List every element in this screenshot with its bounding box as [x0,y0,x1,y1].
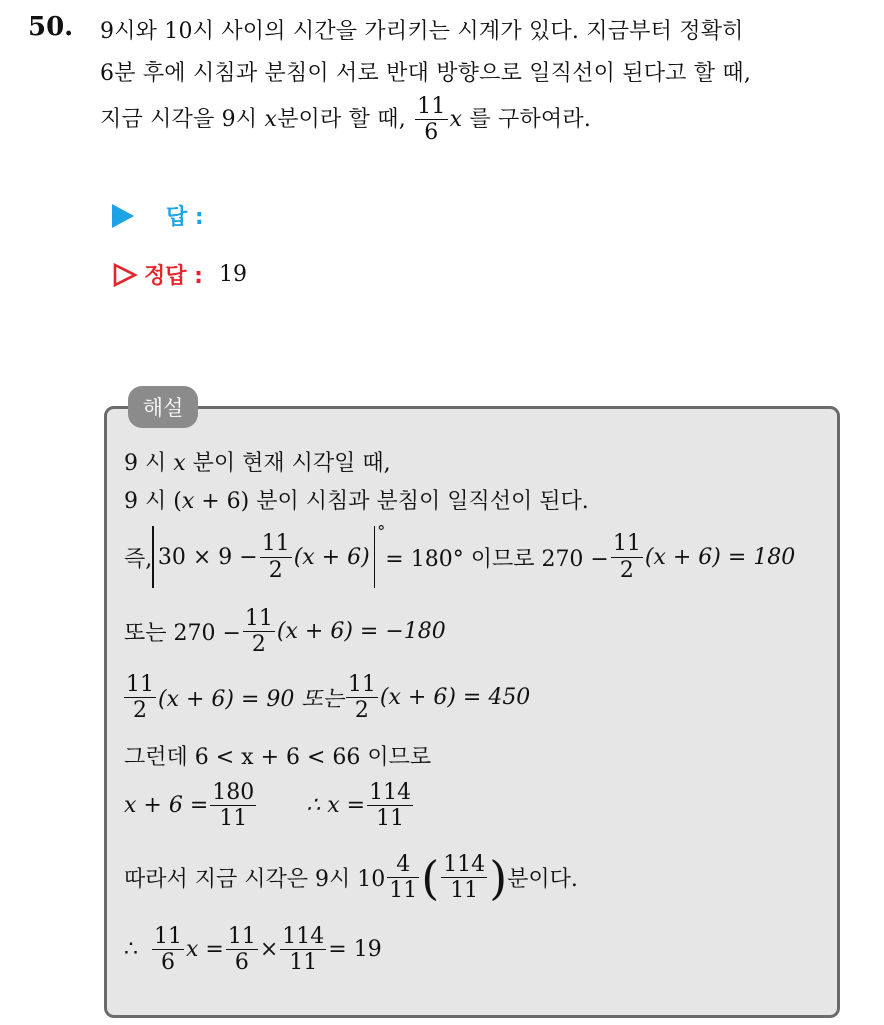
solution-text: 9 시 ( [124,489,182,514]
fraction [367,780,413,832]
solution-tab: 해설 [128,386,198,428]
fraction-denominator: 11 [376,806,405,832]
solution-line-9 [124,924,382,976]
fraction-numerator: 180 [212,780,255,805]
abs-bar-left [152,526,154,588]
solution-line-4 [124,606,446,658]
fraction-denominator: 11 [219,806,248,832]
fraction-denominator: 11 [450,878,479,904]
question-text: 를 구하여라. [462,106,592,132]
fraction-numerator: 11 [126,672,154,697]
solution-text: 30 × 9 − [157,544,258,570]
left-paren: ( [421,850,440,905]
question-text: 지금 시각을 9시 [100,106,265,132]
fraction [346,672,378,724]
solution-text: x = [186,937,224,963]
solution-text: + 6) 분이 시침과 분침이 일직선이 된다. [194,489,589,514]
fraction [210,780,256,832]
solution-text: 즉, [124,546,153,572]
fraction-numerator: 11 [347,672,376,697]
degree-sign: ° [377,522,386,541]
fraction-numerator: 11 [154,924,182,949]
fraction [226,924,258,976]
right-paren: ) [489,850,508,905]
solution-line-6: 그런데 6 < x + 6 < 66 이므로 [124,745,432,770]
fraction-numerator: 11 [261,531,290,557]
solution-text: (x + 6) = −180 [276,619,446,645]
fraction-numerator: 114 [369,780,412,805]
solution-text: x + 6 = [124,793,209,819]
solution-text: ∴ x = [306,793,366,819]
question-line-2: 6분 후에 시침과 분침이 서로 반대 방향으로 일직선이 된다고 할 때, [100,61,752,86]
fraction [124,672,156,724]
outline-triangle-icon [112,262,138,288]
correct-answer-label: 정답 : [144,264,203,289]
question-line-1: 9시와 10시 사이의 시간을 가리키는 시계가 있다. 지금부터 정확히 [100,19,744,44]
fraction-numerator: 114 [443,852,486,877]
solution-text: (x + 6) = 180 [644,544,796,570]
solution-line-5 [124,672,530,724]
fraction [611,531,643,583]
play-triangle-icon [112,204,134,228]
fraction-numerator: 11 [244,606,273,631]
solution-text: 9 시 [124,451,174,476]
answer-label: 답 : [166,205,204,230]
fraction [441,852,487,904]
question-text: 분이라 할 때, [277,106,414,132]
solution-text: (x + 6) = 450 [379,685,531,711]
fraction [152,924,184,976]
fraction [415,94,447,146]
fraction-numerator: 114 [282,924,325,949]
fraction-denominator: 6 [161,950,175,976]
solution-text: (x + 6) [293,544,370,570]
solution-text: × [259,937,279,963]
question-line-3 [100,94,591,146]
solution-line-2 [124,484,589,515]
fraction-denominator: 6 [234,950,249,976]
variable-x: x [264,106,278,132]
solution-text: 분이다. [507,867,578,893]
fraction-denominator: 6 [424,120,439,146]
variable-x: x [181,489,195,514]
fraction [243,606,275,658]
solution-line-3 [124,522,796,588]
fraction-denominator: 2 [251,632,266,658]
variable-x: x [173,451,186,476]
correct-answer-row [112,259,247,290]
fraction-denominator: 2 [268,557,283,583]
correct-answer-value: 19 [218,262,247,287]
variable-x: x [449,106,463,132]
answer-row [112,200,274,231]
fraction-numerator: 11 [612,531,641,557]
fraction [280,924,326,976]
fraction-denominator: 2 [354,698,369,724]
fraction-numerator: 11 [227,924,256,949]
solution-text: 따라서 지금 시각은 9시 10 [124,867,386,893]
solution-text: = 19 [328,937,382,963]
solution-text: (x + 6) = 90 또는 [158,687,344,713]
fraction-denominator: 11 [389,878,418,904]
solution-text: 또는 270 − [124,621,241,647]
solution-text: ∴ [124,937,138,963]
fraction-numerator: 11 [417,94,446,119]
fraction [387,852,419,904]
solution-line-7 [124,780,415,832]
solution-text: 분이 현재 시각일 때, [185,451,391,476]
fraction-denominator: 2 [133,698,147,724]
question-number: 50. [28,12,74,42]
solution-line-1 [124,446,391,477]
fraction-numerator: 4 [387,852,419,878]
solution-text: = 180° 이므로 270 − [385,546,609,572]
fraction-denominator: 11 [289,950,318,976]
fraction [260,531,292,583]
abs-bar-right [374,526,376,588]
solution-line-8 [124,852,578,904]
fraction-denominator: 2 [619,557,634,583]
